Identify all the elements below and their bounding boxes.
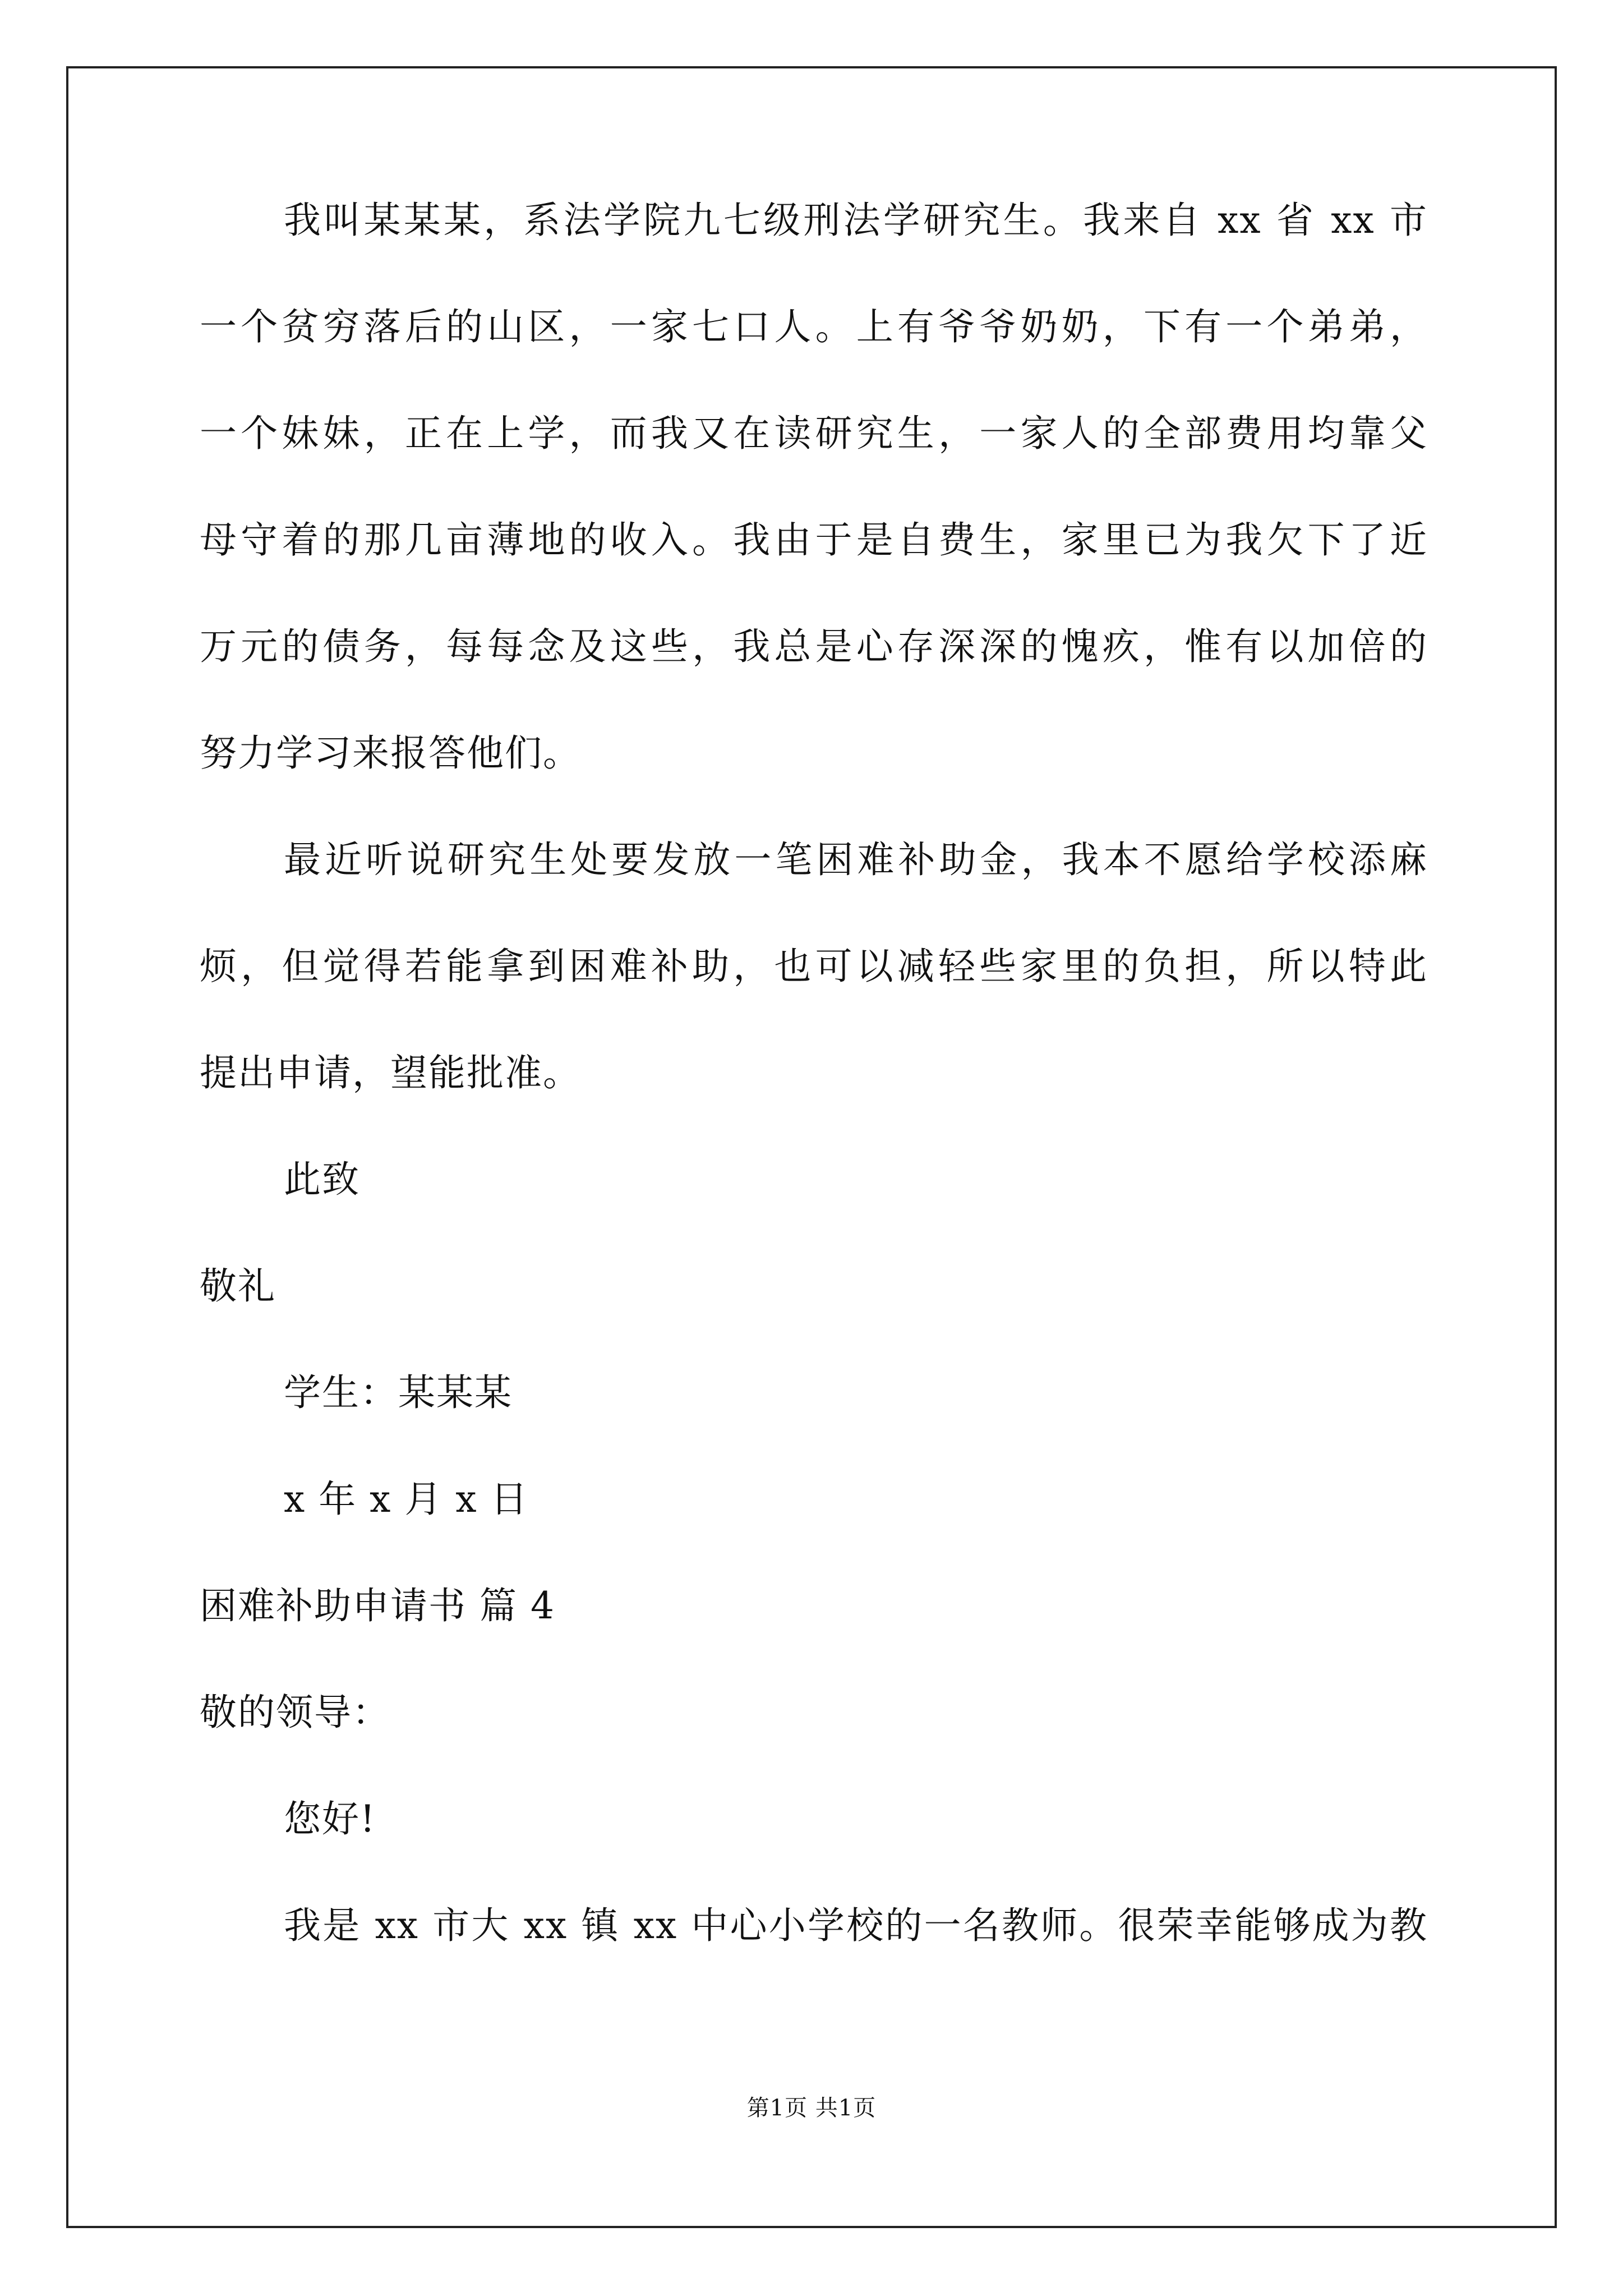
text-line: 努力学习来报答他们。 [200,731,581,775]
signature-line: 学生：某某某 [284,1371,513,1414]
greeting-recipient: 敬的领导： [200,1691,390,1734]
greeting: 您好! [284,1797,376,1841]
text-line: 一个贫穷落后的山区，一家七口人。上有爷爷奶奶，下有一个弟弟， [200,305,1428,348]
text-line: 烦，但觉得若能拿到困难补助，也可以减轻些家里的负担，所以特此 [200,945,1428,988]
text-line: 我是 xx 市大 xx 镇 xx 中心小学校的一名教师。很荣幸能够成为教 [284,1904,1428,1947]
closing-salutation: 此致 [284,1158,360,1201]
text-line: 最近听说研究生处要发放一笔困难补助金，我本不愿给学校添麻 [284,838,1428,881]
date-line: x 年 x 月 x 日 [284,1478,529,1521]
text-line: 一个妹妹，正在上学，而我又在读研究生，一家人的全部费用均靠父 [200,412,1428,455]
section-heading: 困难补助申请书 篇 4 [200,1584,555,1627]
document-body [200,199,1428,2014]
text-line: 我叫某某某，系法学院九七级刑法学研究生。我来自 xx 省 xx 市 [284,199,1428,242]
closing-regards: 敬礼 [200,1264,276,1308]
text-line: 万元的债务，每每念及这些，我总是心存深深的愧疚，惟有以加倍的 [200,625,1428,668]
text-line: 提出申请，望能批准。 [200,1051,581,1094]
page-footer: 第1页 共1页 [746,2095,877,2121]
text-line: 母守着的那几亩薄地的收入。我由于是自费生，家里已为我欠下了近 [200,518,1428,562]
